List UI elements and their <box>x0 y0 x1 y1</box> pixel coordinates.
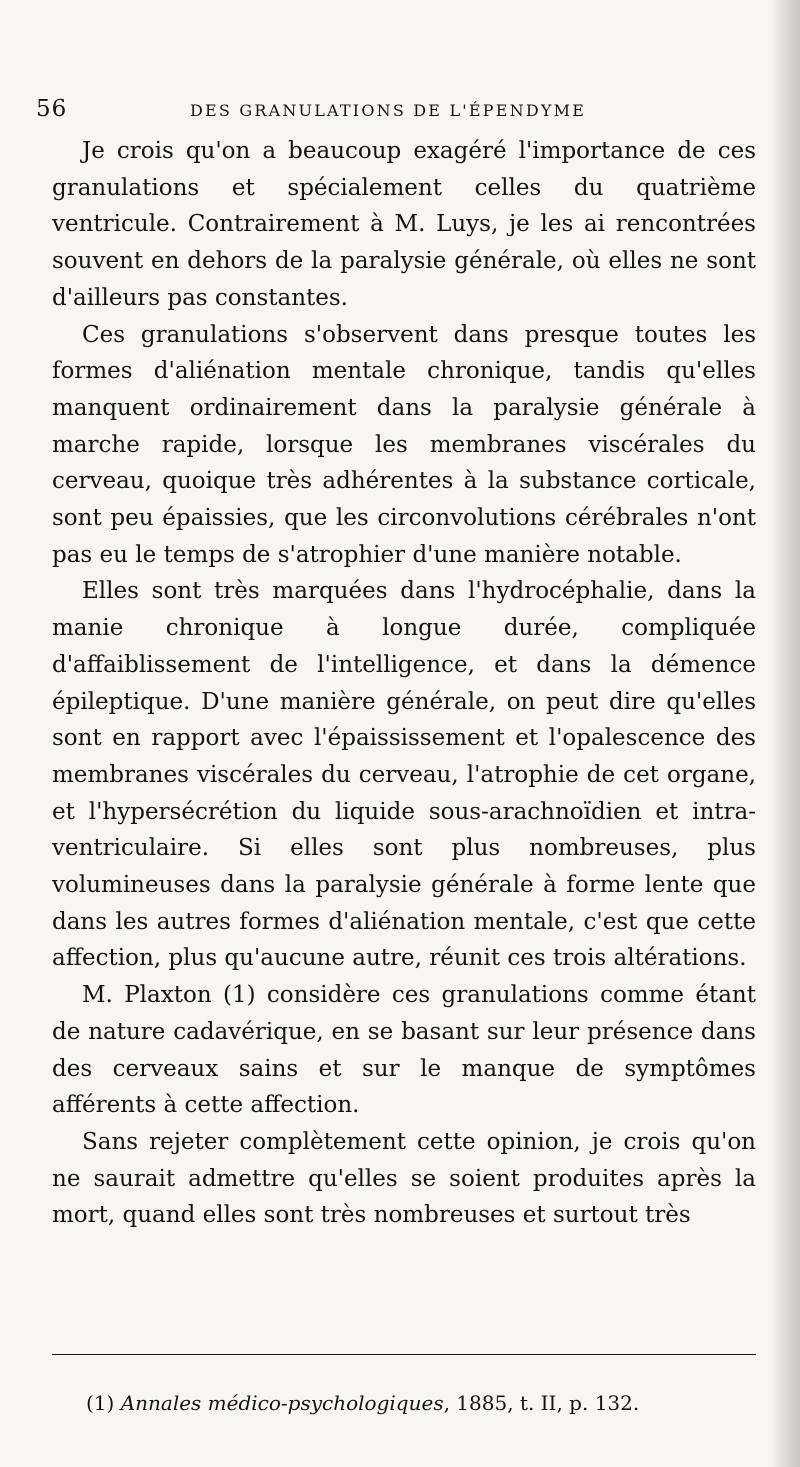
footnote-marker: (1) <box>86 1391 121 1415</box>
footnote-separator <box>52 1354 756 1355</box>
page-number: 56 <box>36 96 68 122</box>
footnote-journal-title: Annales médico-psychologiques <box>120 1391 444 1415</box>
body-text <box>52 133 756 1234</box>
footnote-details: , 1885, t. II, p. 132. <box>443 1391 640 1415</box>
paragraph: M. Plaxton (1) considère ces granulations comme étant de nature cadavérique, en se basant sur leur présence dans des cerveaux sains et sur le manque de symptômes afférents à cette affection. <box>52 982 756 1119</box>
page-edge-shadow <box>770 0 800 1467</box>
page-header <box>36 96 756 126</box>
running-title: DES GRANULATIONS DE L'ÉPENDYME <box>190 101 587 120</box>
footnote <box>86 1390 746 1416</box>
paragraph: Elles sont très marquées dans l'hydrocéphalie, dans la manie chronique à longue durée, compliquée d'affaiblissement de l'intelligence, et dans la démence épileptique. D'une manière générale, on peut dire qu'elles sont en rapport avec l'épaississement et l'opalescence des membranes viscérales du cerveau, l'atrophie de cet organe, et l'hypersécrétion du liquide sous-arachnoïdien et intra-ventriculaire. Si elles sont plus nombreuses, plus volumineuses dans la paralysie générale à forme lente que dans les autres formes d'aliénation mentale, c'est que cette affection, plus qu'aucune autre, réunit ces trois altérations. <box>52 578 756 972</box>
paragraph: Ces granulations s'observent dans presque toutes les formes d'aliénation mentale chronique, tandis qu'elles manquent ordinairement dans la paralysie générale à marche rapide, lorsque les membranes viscérales du cerveau, quoique très adhérentes à la substance corticale, sont peu épaissies, que les circonvolutions cérébrales n'ont pas eu le temps de s'atrophier d'une manière notable. <box>52 321 756 568</box>
paragraph: Sans rejeter complètement cette opinion, je crois qu'on ne saurait admettre qu'elles se soient produites après la mort, quand elles sont très nombreuses et surtout très <box>52 1128 756 1229</box>
paragraph: Je crois qu'on a beaucoup exagéré l'importance de ces granulations et spécialement celles du quatrième ventricule. Contrairement à M. Luys, je les ai rencontrées souvent en dehors de la paralysie générale, où elles ne sont d'ailleurs pas constantes. <box>52 138 756 311</box>
